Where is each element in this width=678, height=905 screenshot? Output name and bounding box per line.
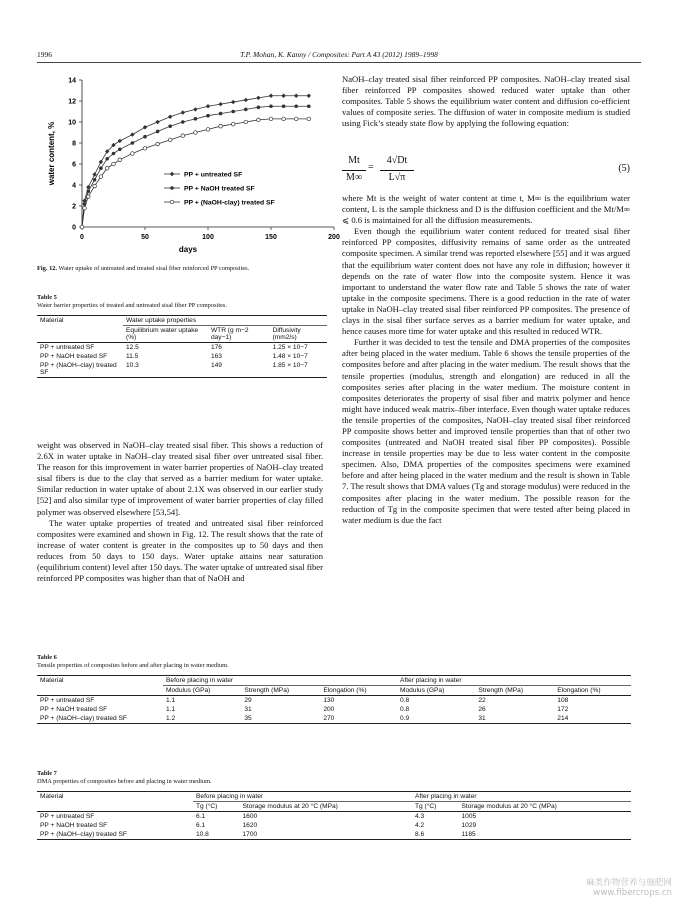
paragraph: Even though the equilibrium water content reduced for treated sisal fiber reinforced PP composites, diffusivity remains of same order as the untreated composite specimen. A similar trend was reported elsewhere [55] and it was argued that the equilibrium water content does not have any role in diffusion; however it depends on the rate of water flow into the composite system. Hence it was important to understand the water flow rate and Table 5 shows the rate of water uptake in the composite specimens. There is a good reduction in the rate of water uptake in NaOH–clay treated sisal fiber reinforced PP composites. The presence of clays in the sisal fiber surface serves as a barrier medium for water uptake, and hence causes more time for water uptake and this resulted in reduced WTR. xyxy=(342,226,630,337)
table-row xyxy=(37,361,327,378)
left-column-text xyxy=(37,440,323,584)
table6-subheader: Modulus (GPa) xyxy=(166,686,211,694)
header-rule xyxy=(37,62,641,63)
x-tick-label: 0 xyxy=(80,234,84,241)
table-row xyxy=(37,705,631,714)
table-cell: PP + untreated SF xyxy=(40,696,95,704)
table-row xyxy=(37,811,631,821)
table5-subheader: Equilibrium water uptake (%) xyxy=(126,326,199,341)
legend-marker-3 xyxy=(170,200,174,204)
table7-subheader: Storage modulus at 20 °C (MPa) xyxy=(242,802,338,810)
series-3-point xyxy=(105,166,109,170)
table7 xyxy=(37,791,631,840)
paragraph: NaOH–clay treated sisal fiber reinforced PP composites. NaOH–clay treated sisal fiber reinforced PP composites showed reduced water uptake than other composites. Table 5 shows the equilibrium water content and diffusion co-efficient values of composite series. The diffusion of water in composite medium is studied using Fick’s steady state flow by applying the following equation: xyxy=(342,74,630,129)
series-3-point xyxy=(282,117,286,121)
table6-group-after: After placing in water xyxy=(397,675,631,685)
table-cell: 6.1 xyxy=(196,812,206,820)
table6-block xyxy=(37,654,631,724)
table-cell: 1.25 × 10−7 xyxy=(272,343,308,351)
y-tick-label: 10 xyxy=(68,119,76,127)
table7-group-before: Before placing in water xyxy=(193,791,412,801)
series-3-point xyxy=(194,131,198,135)
series-2-point xyxy=(294,104,298,108)
y-tick-label: 4 xyxy=(72,182,76,190)
series-2-point xyxy=(156,130,160,134)
series-1-point xyxy=(231,100,235,104)
legend-label-2: PP + NaOH treated SF xyxy=(184,185,255,193)
table-cell: 10.3 xyxy=(126,361,139,369)
table-cell: 10.8 xyxy=(196,830,209,838)
series-1-point xyxy=(130,132,134,136)
table6-subheader: Strength (MPa) xyxy=(478,686,524,694)
table-row xyxy=(37,821,631,830)
table-row xyxy=(37,352,327,361)
table-cell: 1029 xyxy=(461,821,477,829)
series-3-point xyxy=(93,184,97,188)
table-cell: 35 xyxy=(244,714,252,722)
right-column-text-top xyxy=(342,74,630,129)
series-3-point xyxy=(244,120,248,124)
table-cell: PP + (NaOH–clay) treated SF xyxy=(40,830,127,838)
table5-block xyxy=(37,294,327,378)
table6-col-material: Material xyxy=(40,676,64,684)
series-1-point xyxy=(193,107,197,111)
series-2-point xyxy=(206,114,210,118)
series-3-point xyxy=(99,175,103,179)
watermark-line2: www.fibercrops.cn xyxy=(593,888,672,898)
series-1-point xyxy=(118,139,122,143)
table-row xyxy=(37,695,631,705)
table-cell: PP + untreated SF xyxy=(40,812,95,820)
eq-lhs-num: Mt xyxy=(348,155,360,166)
y-tick-label: 2 xyxy=(72,203,76,211)
running-title: T.P. Mohan, K. Kanny / Composites: Part A 43 (2012) 1989–1998 xyxy=(240,50,438,59)
series-1-point xyxy=(181,110,185,114)
series-1-point xyxy=(168,115,172,119)
paragraph: Further it was decided to test the tensile and DMA properties of the composites after being placed in the water medium. Table 6 shows the tensile properties of the composites before and after placing in the water medium. The result shows that the tensile properties (modulus, strength and elongation) are reduced in all the composites series after placing in the water medium. The moisture content in composites deteriorates the property of sisal fiber and matrix polymer and hence might have induced weak matrix–fiber interface. Even though water uptake reduces the tensile properties of the composites, NaOH–clay treated sisal fiber reinforced PP composite shows better and improved tensile properties than that of other two composites (untreated and NaOH treated sisal fiber PP composites). Possible increase in tensile properties may be due to less water content in the composite specimen. Also, DMA properties of the composites specimens were examined before and after being placed in the water medium and the result is shown in Table 7. The result shows that DMA values (Tg and storage modulus) were reduced in the composites after placing in the water medium. The possible reason for the reduction of Tg in the composite specimen that were tested after being placed in water medium is due the fact xyxy=(342,337,631,525)
table-cell: 163 xyxy=(210,352,222,360)
table-cell: 0.8 xyxy=(399,696,410,704)
table-cell: PP + untreated SF xyxy=(40,343,95,351)
table6-subheader: Elongation (%) xyxy=(557,686,601,694)
table-cell: 1005 xyxy=(461,812,477,820)
table-cell: 1.1 xyxy=(166,705,176,713)
water-uptake-chart xyxy=(37,70,340,255)
table-cell: PP + NaOH treated SF xyxy=(40,705,108,713)
series-1-point xyxy=(155,120,159,124)
series-1-point xyxy=(269,94,273,98)
table-cell: PP + NaOH treated SF xyxy=(40,821,108,829)
series-3-point xyxy=(112,162,116,166)
table6-label: Table 6 xyxy=(37,654,57,661)
series-2-point xyxy=(93,178,97,182)
series-2-point xyxy=(307,104,311,108)
series-1-point xyxy=(143,125,147,129)
series-1-point xyxy=(307,94,311,98)
right-column-text-bottom xyxy=(342,193,630,526)
series-2-point xyxy=(112,152,116,156)
legend-marker-1 xyxy=(170,172,174,176)
series-3-point xyxy=(231,122,235,126)
series-3-point xyxy=(80,225,84,229)
legend-label-3: PP + (NaOH-clay) treated SF xyxy=(184,199,275,207)
series-1-point xyxy=(281,94,285,98)
figure-caption-label: Fig. 12. xyxy=(37,265,58,272)
eq-lhs-den: M∞ xyxy=(345,172,363,183)
table5-label: Table 5 xyxy=(37,294,57,301)
watermark xyxy=(586,878,672,898)
series-2-point xyxy=(131,141,135,145)
series-1-point xyxy=(294,94,298,98)
table-row xyxy=(37,342,327,352)
legend-label-1: PP + untreated SF xyxy=(184,171,243,179)
table-cell: 1.48 × 10−7 xyxy=(272,352,308,360)
x-tick-label: 150 xyxy=(265,234,277,241)
series-2-point xyxy=(282,104,286,108)
table-cell: 31 xyxy=(478,714,486,722)
equation-5: Mt M∞ = 4√Dt L√π (5) xyxy=(342,154,642,190)
series-3-point xyxy=(294,117,298,121)
series-line-1 xyxy=(82,96,309,227)
table-cell: PP + NaOH treated SF xyxy=(40,352,108,360)
table7-subheader: Storage modulus at 20 °C (MPa) xyxy=(461,802,557,810)
table-cell: 26 xyxy=(478,705,486,713)
series-1-point xyxy=(218,102,222,106)
table-cell: 1620 xyxy=(242,821,258,829)
series-3-point xyxy=(168,138,172,142)
table-cell: 4.2 xyxy=(414,821,425,829)
table6-caption: Tensile properties of composites before and after placing in water medium. xyxy=(37,662,229,670)
page-number: 1996 xyxy=(37,50,52,59)
y-tick-label: 8 xyxy=(72,140,76,148)
x-tick-label: 200 xyxy=(328,234,340,241)
table-cell: 108 xyxy=(557,696,569,704)
table6 xyxy=(37,675,631,724)
table-cell: 1.1 xyxy=(166,696,176,704)
table7-caption: DMA properties of composites before and placing in water medium. xyxy=(37,778,212,786)
series-3-point xyxy=(83,206,87,210)
legend-marker-2 xyxy=(170,186,174,190)
table-cell: 12.5 xyxy=(126,343,139,351)
series-2-point xyxy=(231,110,235,114)
series-2-point xyxy=(105,157,109,161)
paragraph: weight was observed in NaOH–clay treated sisal fiber. This shows a reduction of 2.6X in water uptake in NaOH–clay treated sisal fiber over untreated sisal fiber. The reason for this improvement in water barrier properties of NaOH–clay treated sisal fibers is due to the clay that served as a barrier medium for water uptake. Similar reduction in water uptake of about 2.1X was observed in our earlier study [52] and also similar type of improvement of water barrier properties of clay filled polymer was observed elsewhere [53,54]. xyxy=(37,440,323,517)
table-cell: 214 xyxy=(557,714,569,722)
table-cell: PP + (NaOH–clay) treated SF xyxy=(40,714,127,722)
series-3-point xyxy=(269,117,273,121)
series-1-point xyxy=(256,96,260,100)
series-2-point xyxy=(219,112,223,116)
x-tick-label: 50 xyxy=(141,234,149,241)
series-3-point xyxy=(181,134,185,138)
series-3-point xyxy=(156,142,160,146)
table-row xyxy=(37,714,631,724)
series-3-point xyxy=(206,128,210,132)
table-cell: 29 xyxy=(244,696,252,704)
series-3-point xyxy=(131,152,135,156)
table-cell: 270 xyxy=(323,714,335,722)
series-1-point xyxy=(244,98,248,102)
eq-rhs-num: 4√Dt xyxy=(386,155,408,166)
table-cell: 0.9 xyxy=(399,714,410,722)
table-cell: 200 xyxy=(323,705,335,713)
table-cell: 8.6 xyxy=(414,830,425,838)
table-cell: 1600 xyxy=(242,812,258,820)
table-row xyxy=(37,830,631,840)
figure-caption-text: Water uptake of untreated and treated sisal fiber reinforced PP composites. xyxy=(58,265,250,272)
series-3-point xyxy=(257,118,261,122)
x-tick-label: 100 xyxy=(202,234,214,241)
paragraph: where Mt is the weight of water content at time t, M∞ is the equilibrium water content, L is the sample thickness and D is the diffusion coefficient and the Mt/M∞ ⩽ 0.6 is maintained for all the diffusion measurements. xyxy=(342,193,630,226)
table-cell: 31 xyxy=(244,705,252,713)
eq-rhs-den: L√π xyxy=(388,172,406,183)
table5 xyxy=(37,315,327,378)
table5-col-material: Material xyxy=(40,316,64,324)
table5-subheader: Diffusivity (mm2/s) xyxy=(272,326,301,341)
series-2-point xyxy=(99,166,103,170)
table5-subheader: WTR (g m−2 day−1) xyxy=(210,326,249,341)
series-2-point xyxy=(269,104,273,108)
table7-subheader: Tg (°C) xyxy=(414,802,437,810)
table-cell: PP + (NaOH–clay) treated SF xyxy=(40,361,117,376)
table6-subheader: Modulus (GPa) xyxy=(399,686,445,694)
series-2-point xyxy=(143,135,147,139)
series-2-point xyxy=(181,120,185,124)
table-cell: 149 xyxy=(210,361,222,369)
table-cell: 4.3 xyxy=(414,812,425,820)
y-tick-label: 0 xyxy=(72,224,76,232)
series-2-point xyxy=(257,106,261,110)
series-3-point xyxy=(143,146,147,150)
table7-block xyxy=(37,770,631,840)
series-1-point xyxy=(206,104,210,108)
table7-label: Table 7 xyxy=(37,770,57,777)
series-2-point xyxy=(118,148,122,152)
y-tick-label: 14 xyxy=(68,77,76,85)
table7-subheader: Tg (°C) xyxy=(196,802,218,810)
table5-caption: Water barrier properties of treated and untreated sisal fiber PP composites. xyxy=(37,302,228,310)
paragraph: The water uptake properties of treated and untreated sisal fiber reinforced composites were examined and shown in Fig. 12. The result shows that the rate of increase of water content is greater in the composites up to 50 days and then reduces from 50 days to 150 days. Water uptake attains near saturation (equilibrium content) level after 150 days. The water uptake of untreated sisal fiber reinforced PP composites was higher than that of NaOH and xyxy=(37,517,323,584)
series-3-point xyxy=(219,124,223,128)
figure-caption xyxy=(37,265,337,273)
series-1-point xyxy=(99,160,103,164)
series-2-point xyxy=(168,124,172,128)
table-cell: 1700 xyxy=(242,830,258,838)
y-tick-label: 12 xyxy=(68,98,76,106)
table-cell: 1.2 xyxy=(166,714,176,722)
table-cell: 130 xyxy=(323,696,335,704)
table6-subheader: Elongation (%) xyxy=(323,686,367,694)
table-cell: 22 xyxy=(478,696,486,704)
series-2-point xyxy=(244,108,248,112)
table-cell: 172 xyxy=(557,705,569,713)
table-cell: 11.5 xyxy=(126,352,139,360)
series-3-point xyxy=(118,158,122,162)
table7-col-material: Material xyxy=(40,792,64,800)
table-cell: 1185 xyxy=(461,830,476,838)
table6-subheader: Strength (MPa) xyxy=(244,686,290,694)
table7-group-after: After placing in water xyxy=(412,791,631,801)
series-2-point xyxy=(194,117,198,121)
y-tick-label: 6 xyxy=(72,161,76,169)
table-cell: 6.1 xyxy=(196,821,206,829)
series-3-point xyxy=(307,117,311,121)
series-line-2 xyxy=(82,106,309,227)
eq-number: (5) xyxy=(618,163,630,174)
series-3-point xyxy=(87,195,91,199)
watermark-line1: 麻类作物营养与施肥网 xyxy=(586,878,672,888)
y-axis-label: water content, % xyxy=(47,121,56,186)
table-cell: 0.8 xyxy=(399,705,410,713)
table5-group-header: Water uptake properties xyxy=(123,315,327,325)
series-1-point xyxy=(92,172,96,176)
table-cell: 176 xyxy=(210,343,222,351)
series-2-point xyxy=(87,190,91,194)
table-cell: 1.85 × 10−7 xyxy=(272,361,308,369)
x-axis-label: days xyxy=(178,245,198,254)
table6-group-before: Before placing in water xyxy=(163,675,397,685)
